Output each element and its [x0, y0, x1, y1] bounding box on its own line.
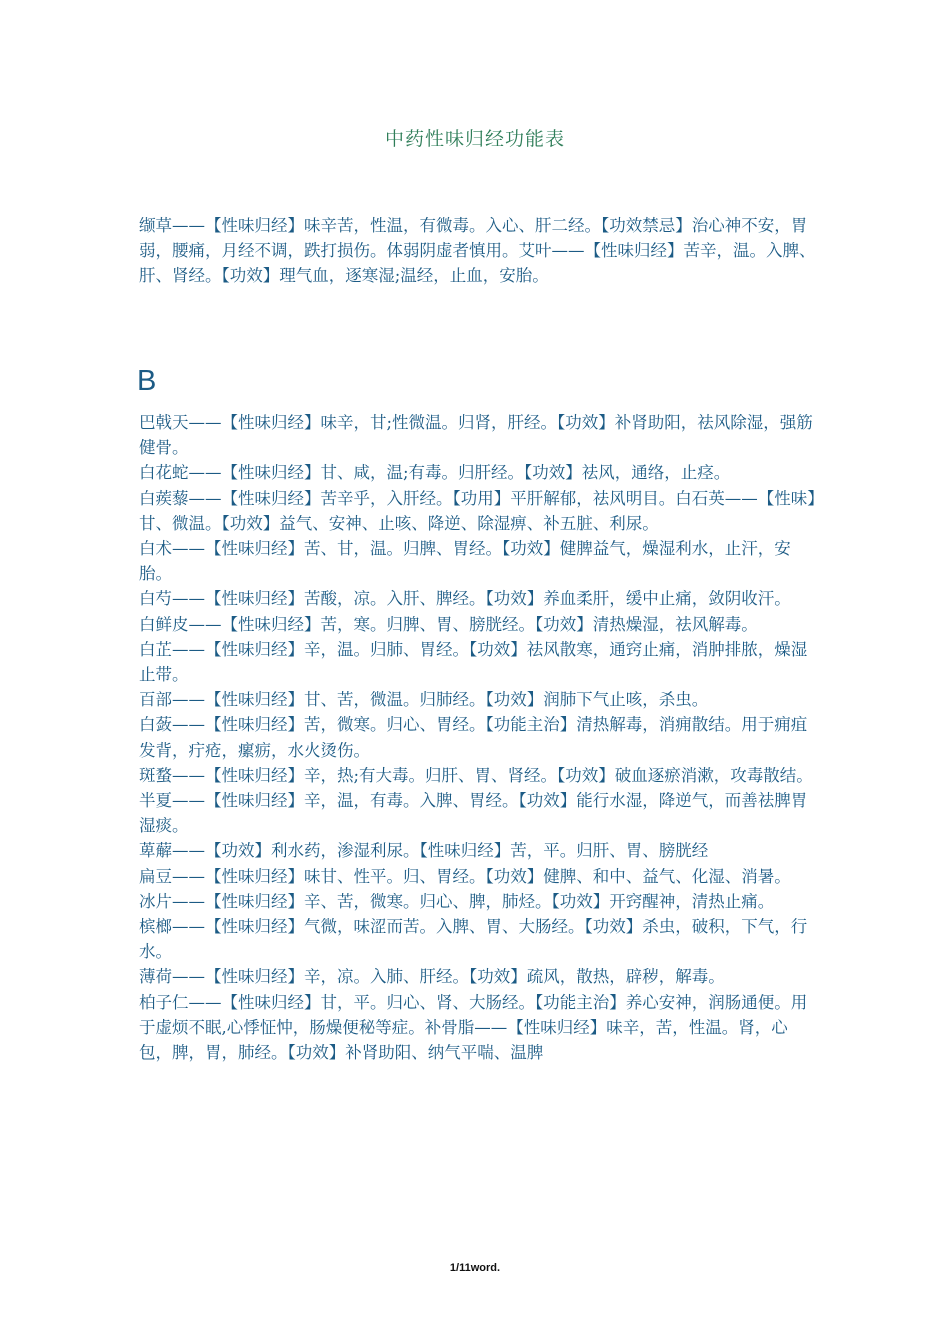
entry-bajitian: 巴戟天——【性味归经】味辛，甘;性微温。归肾，肝经。【功效】补肾助阳，祛风除湿，强筋健骨。	[139, 413, 813, 458]
entry-baizhi: 白芷——【性味归经】辛，温。归肺、胃经。【功效】祛风散寒，通窍止痛，消肿排脓，燥湿止带。	[139, 639, 808, 685]
entry-baibu: 百部——【性味归经】甘、苦，微温。归肺经。【功效】润肺下气止咳，杀虫。	[139, 690, 709, 710]
entry-baishao: 白芍——【性味归经】苦酸，凉。入肝、脾经。【功效】养血柔肝，缓中止痛，敛阴收汗。	[139, 589, 791, 609]
entry-banxia: 半夏——【性味归经】辛，温，有毒。入脾、胃经。【功效】能行水湿，降逆气，而善祛脾胃湿痰。	[139, 791, 808, 836]
entry-bailian: 白蔹——【性味归经】苦，微寒。归心、胃经。【功能主治】清热解毒，消痈散结。用于痈疽发背，疔疮，瘰疬，水火烫伤。	[139, 715, 808, 760]
intro-paragraph: 缬草——【性味归经】味辛苦，性温，有微毒。入心、肝二经。【功效禁忌】治心神不安，胃弱，腰痛，月经不调，跌打损伤。体弱阴虚者慎用。艾叶——【性味归经】苦辛，温。入脾、肝、肾经。【功效】理气血，逐寒湿;温经，止血，安胎。	[139, 216, 816, 286]
entry-biandou: 扁豆——【性味归经】味甘、性平。归、胃经。【功效】健脾、和中、益气、化湿、消暑。	[139, 866, 791, 886]
section-heading-b: B	[137, 365, 157, 397]
page-footer: 1/11word.	[449, 1262, 501, 1274]
entry-list	[139, 410, 819, 1065]
entry-baixianpi: 白鲜皮——【性味归经】苦，寒。归脾、胃、膀胱经。【功效】清热燥湿，祛风解毒。	[139, 614, 758, 634]
entry-banmao: 斑蝥——【性味归经】辛，热;有大毒。归肝、胃、肾经。【功效】破血逐瘀消漱，攻毒散结。	[139, 765, 813, 785]
entry-bohe: 薄荷——【性味归经】辛，凉。入肺、肝经。【功效】疏风，散热，辟秽，解毒。	[139, 967, 725, 987]
entry-baijili: 白蒺藜——【性味归经】苦辛乎，入肝经。【功用】平肝解郁，祛风明目。白石英——【性味】甘、微温。【功效】益气、安神、止咳、降逆、除湿痹、补五脏、利尿。	[139, 488, 816, 533]
entry-baiziren: 柏子仁——【性味归经】甘，平。归心、肾、大肠经。【功能主治】养心安神，润肠通便。用于虚烦不眠,心悸怔忡，肠燥便秘等症。补骨脂——【性味归经】味辛，苦，性温。肾，心包，脾，胃，肺经。【功效】补肾助阳、纳气平喘、温脾	[139, 992, 808, 1063]
entry-baizhu: 白术——【性味归经】苦、甘，温。归脾、胃经。【功效】健脾益气，燥湿利水，止汗，安胎。	[139, 539, 791, 584]
entry-binglang: 槟榔——【性味归经】气微，味涩而苦。入脾、胃、大肠经。【功效】杀虫，破积，下气，行水。	[139, 917, 808, 962]
entry-bixie: 萆薢——【功效】利水药，渗湿利尿。【性味归经】苦，平。归肝、胃、膀胱经	[139, 841, 709, 861]
page-title: 中药性味归经功能表	[384, 128, 565, 150]
entry-baihuashe: 白花蛇——【性味归经】甘、咸，温;有毒。归肝经。【功效】祛风，通络，止痉。	[139, 463, 731, 483]
entry-bingpian: 冰片——【性味归经】辛、苦，微寒。归心、脾，肺烃。【功效】开窍醒神，清热止痛。	[139, 891, 775, 911]
